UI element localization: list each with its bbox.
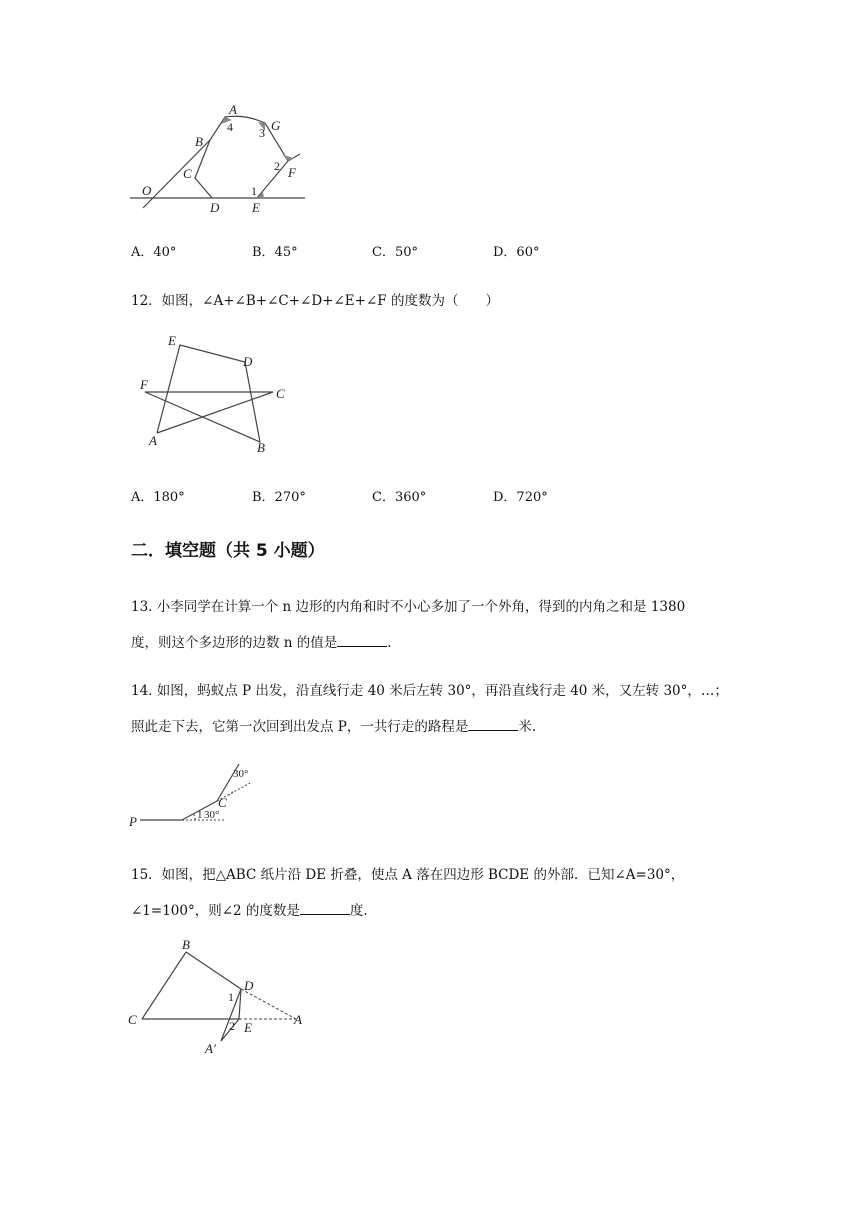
q11-option-a: A．40° xyxy=(131,245,177,260)
q14-label-1: 1 xyxy=(197,809,203,821)
q11-option-c: C．50° xyxy=(372,245,418,260)
q13-answer-blank[interactable] xyxy=(337,634,387,647)
q15-line1: 15．如图，把△ABC 纸片沿 DE 折叠，使点 A 落在四边形 BCDE 的外部．已知∠A=30°， xyxy=(131,867,685,883)
q15-label-b: B xyxy=(182,938,190,952)
q14-line1: 14. 如图，蚂蚁点 P 出发，沿直线行走 40 米后左转 30°，再沿直线行走 40 米，又左转 30°，…； xyxy=(131,683,728,699)
q13-text-pre: 度，则这个多边形的边数 n 的值是 xyxy=(131,635,338,651)
q11-figure xyxy=(125,100,315,218)
q12-label-f: F xyxy=(140,377,148,392)
q12-option-a: A．180° xyxy=(131,490,185,505)
q12-label-a: A xyxy=(149,433,157,448)
q12-option-b: B．270° xyxy=(252,490,306,505)
q14-label-p: P xyxy=(129,814,137,829)
q15-label-2: 2 xyxy=(229,1019,235,1033)
q13-line1: 13. 小李同学在计算一个 n 边形的内角和时不小心多加了一个外角，得到的内角之和是 1380 xyxy=(131,599,686,615)
q12-option-c: C．360° xyxy=(372,490,427,505)
q15-label-1: 1 xyxy=(228,990,234,1004)
q12-option-d: D．720° xyxy=(493,490,548,505)
q14-figure xyxy=(125,758,265,834)
q14-label-c: C xyxy=(218,795,227,810)
q11-label-g: G xyxy=(271,118,281,133)
q14-text-post: 米. xyxy=(518,719,537,735)
section-title: 二．填空题（共 5 小题） xyxy=(131,541,325,561)
q11-label-3: 3 xyxy=(259,126,265,140)
q15-text-pre: ∠1=100°，则∠2 的度数是 xyxy=(131,903,300,919)
q15-line2 xyxy=(131,899,368,919)
q14-answer-blank[interactable] xyxy=(468,718,518,731)
q15-label-a: A xyxy=(294,1012,302,1027)
q12-label-b: B xyxy=(257,440,265,455)
q14-text-pre: 照此走下去，它第一次回到出发点 P，一共行走的路程是 xyxy=(131,719,469,735)
q12-label-e: E xyxy=(168,333,176,348)
q15-answer-blank[interactable] xyxy=(300,902,350,915)
q11-option-d: D．60° xyxy=(493,245,540,260)
q14-label-30-bottom: 30° xyxy=(204,809,220,821)
q14-label-30-top: 30° xyxy=(233,768,249,780)
q11-option-b: B．45° xyxy=(252,245,298,260)
q12-figure xyxy=(135,332,295,458)
q11-label-f: F xyxy=(288,165,296,180)
q15-figure xyxy=(124,938,314,1062)
q12-label-c: C xyxy=(276,386,285,401)
q11-label-4: 4 xyxy=(227,120,233,134)
q15-label-c: C xyxy=(128,1012,137,1027)
q12-label-d: D xyxy=(243,354,253,369)
q13-line2 xyxy=(131,631,392,651)
q15-label-d: D xyxy=(244,978,254,993)
q13-text-post: . xyxy=(387,635,392,651)
q15-text-post: 度. xyxy=(349,903,368,919)
q11-label-b: B xyxy=(195,134,203,149)
q11-label-o: O xyxy=(142,183,152,198)
q11-label-1: 1 xyxy=(251,184,257,198)
q14-line2 xyxy=(131,715,536,735)
q11-label-e: E xyxy=(252,200,260,215)
q11-label-c: C xyxy=(183,166,192,181)
q11-label-d: D xyxy=(210,200,220,215)
q15-label-a-prime: A′ xyxy=(205,1041,216,1056)
q12-question: 12．如图，∠A+∠B+∠C+∠D+∠E+∠F 的度数为（ ） xyxy=(131,293,499,309)
q11-label-2: 2 xyxy=(274,159,280,173)
q11-label-a: A xyxy=(229,102,237,117)
q15-label-e: E xyxy=(244,1020,252,1035)
